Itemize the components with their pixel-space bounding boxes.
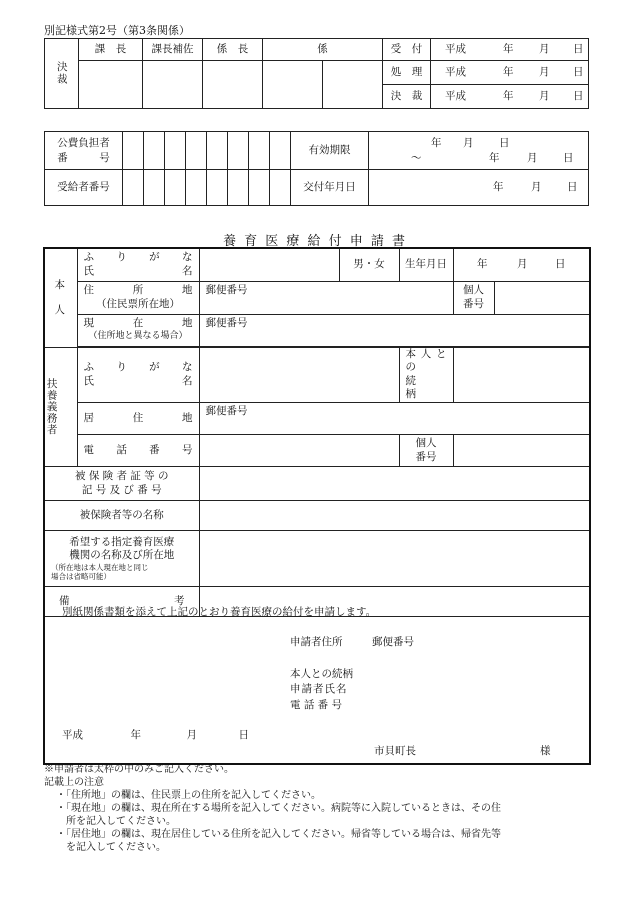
recipient-digit-4[interactable] xyxy=(186,170,207,206)
row-shori-date: 平成 年 月 日 xyxy=(431,61,589,85)
mayor-label: 市貝町長 xyxy=(374,745,416,757)
recipient-digit-1[interactable] xyxy=(123,170,144,206)
row-kessai-date: 平成 年 月 日 xyxy=(431,85,589,109)
applicant-name-label: 申請者氏名 xyxy=(290,683,348,695)
col-kakari: 係 xyxy=(263,39,383,61)
relation-label: 本人との 続 柄 xyxy=(399,347,453,403)
recipient-table xyxy=(44,131,589,206)
stamp-kakari-1[interactable] xyxy=(263,61,323,109)
recipient-digit-3[interactable] xyxy=(165,170,186,206)
note-3b: 所を記入してください。 xyxy=(66,816,176,827)
payer-digit-3[interactable] xyxy=(165,132,186,170)
kojin-number-label-1: 個人 番号 xyxy=(454,282,495,314)
application-date: 平成 年 月 日 xyxy=(62,729,249,741)
address-label: 住 所 地 （住民票所在地） xyxy=(77,281,199,314)
recipient-digit-5[interactable] xyxy=(207,170,228,206)
stamp-kakari-2[interactable] xyxy=(323,61,383,109)
remarks-label: 備 考 xyxy=(45,587,199,617)
issue-date-field[interactable]: 年 月 日 xyxy=(369,170,589,206)
application-table xyxy=(45,249,589,617)
current-location-label: 現 在 地 （住所地と異なる場合） xyxy=(77,314,199,346)
payer-digit-4[interactable] xyxy=(186,132,207,170)
sama-label: 様 xyxy=(540,745,551,757)
current-location-field[interactable]: 郵便番号 xyxy=(199,314,589,346)
stamp-kacho[interactable] xyxy=(79,61,143,109)
stamp-kakaricho[interactable] xyxy=(203,61,263,109)
note-4: ・「居住地」の欄は、現在居住している住所を記入してください。帰省等している場合は、帰省先等 xyxy=(56,829,501,840)
note-1: 記載上の注意 xyxy=(44,777,104,788)
recipient-digit-8[interactable] xyxy=(270,170,291,206)
recipient-number-label: 受給者番号 xyxy=(45,170,123,206)
kojin-number-field-1[interactable] xyxy=(453,281,589,314)
applicant-phone-label: 電 話 番 号 xyxy=(290,699,343,711)
birthdate-label: 生年月日 xyxy=(399,249,453,281)
row-kessai-label: 決 裁 xyxy=(383,85,431,109)
name-field[interactable] xyxy=(199,249,339,281)
payer-digit-8[interactable] xyxy=(270,132,291,170)
note-3: ・「現在地」の欄は、現在所在する場所を記入してください。病院等に入院しているときは、その住 xyxy=(56,803,501,814)
col-kacho: 課 長 xyxy=(79,39,143,61)
form-number: 別記様式第2号（第3条関係） xyxy=(44,24,190,37)
payer-digit-5[interactable] xyxy=(207,132,228,170)
applicant-postal-label: 郵便番号 xyxy=(372,636,414,648)
fuyo-name-field[interactable] xyxy=(199,347,399,403)
statement-text: 別紙関係書類を添えて上記のとおり養育医療の給付を申請します。 xyxy=(62,606,377,618)
insurer-name-field[interactable] xyxy=(199,501,589,531)
residence-label: 居 住 地 xyxy=(77,403,199,435)
row-uketsuke-label: 受 付 xyxy=(383,39,431,61)
fuyo-name-label: ふ り が な 氏 名 xyxy=(77,347,199,403)
form-title: 養 育 医 療 給 付 申 請 書 xyxy=(222,234,408,249)
payer-digit-6[interactable] xyxy=(228,132,249,170)
payer-digit-7[interactable] xyxy=(249,132,270,170)
notes xyxy=(44,763,604,854)
issue-date-label: 交付年月日 xyxy=(291,170,369,206)
validity-label: 有効期限 xyxy=(291,132,369,170)
note-4b: を記入してください。 xyxy=(66,842,166,853)
stamp-kachohosa[interactable] xyxy=(143,61,203,109)
recipient-digit-6[interactable] xyxy=(228,170,249,206)
row-shori-label: 処 理 xyxy=(383,61,431,85)
validity-field[interactable]: 年 月 日 ～ 年 月 日 xyxy=(369,132,589,170)
insured-number-field[interactable] xyxy=(199,467,589,501)
honnin-label: 本 人 xyxy=(45,249,77,347)
birthdate-field[interactable]: 年 月 日 xyxy=(453,249,589,281)
recipient-digit-7[interactable] xyxy=(249,170,270,206)
address-field[interactable]: 郵便番号 xyxy=(199,281,453,314)
note-2: ・「住所地」の欄は、住民票上の住所を記入してください。 xyxy=(56,790,321,801)
approval-table xyxy=(44,38,589,109)
insured-number-label: 被 保 険 者 証 等 の 記 号 及 び 番 号 xyxy=(45,467,199,501)
col-kachohosa: 課長補佐 xyxy=(143,39,203,61)
phone-field[interactable] xyxy=(199,435,399,467)
hospital-label: 希望する指定養育医療 機関の名称及び所在地 （所在地は本人現在地と同じ 場合は省略可能） xyxy=(45,531,199,587)
residence-field[interactable]: 郵便番号 xyxy=(199,403,589,435)
kojin-number-field-2[interactable] xyxy=(453,435,589,467)
relation-field[interactable] xyxy=(453,347,589,403)
note-0: ※申請者は太枠の中のみご記入ください。 xyxy=(44,764,234,775)
row-uketsuke-date: 平成 年 月 日 xyxy=(431,39,589,61)
hospital-field[interactable] xyxy=(199,531,589,587)
recipient-digit-2[interactable] xyxy=(144,170,165,206)
gender-field[interactable]: 男・女 xyxy=(339,249,399,281)
payer-digit-1[interactable] xyxy=(123,132,144,170)
payer-number-label: 公費負担者 番 号 xyxy=(45,132,123,170)
kojin-number-label-2: 個人 番号 xyxy=(399,435,453,467)
insurer-name-label: 被保険者等の名称 xyxy=(45,501,199,531)
applicant-address-label: 申請者住所 xyxy=(290,636,343,648)
payer-digit-2[interactable] xyxy=(144,132,165,170)
col-kakaricho: 係 長 xyxy=(203,39,263,61)
phone-label: 電 話 番 号 xyxy=(77,435,199,467)
fuyo-label: 扶養義務者 xyxy=(45,347,77,467)
name-label: ふ り が な 氏 名 xyxy=(77,249,199,281)
applicant-relation-label: 本人との続柄 xyxy=(290,668,353,680)
kessai-label: 決裁 xyxy=(45,39,79,109)
